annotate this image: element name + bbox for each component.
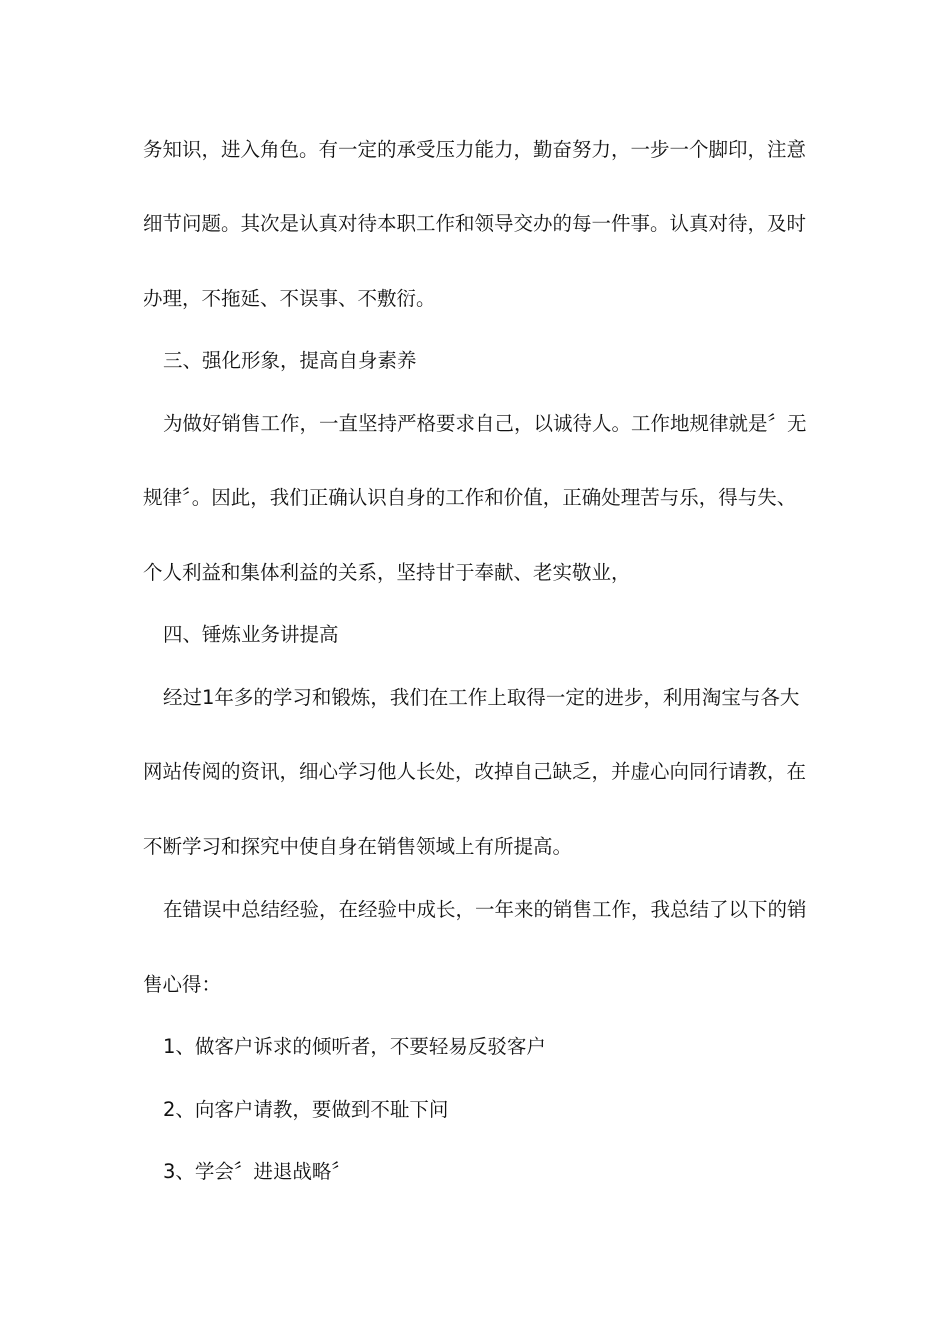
list-item: 1、做客户诉求的倾听者，不要轻易反驳客户 [163,1035,546,1058]
section-heading: 四、锤炼业务讲提高 [163,623,339,646]
section-heading: 三、强化形象，提高自身素养 [163,349,417,372]
paragraph-line: 为做好销售工作，一直坚持严格要求自己，以诚待人。工作地规律就是〞无 [163,412,807,435]
paragraph-line: 个人利益和集体利益的关系，坚持甘于奉献、老实敬业， [143,561,631,584]
paragraph-line: 规律〞。因此，我们正确认识自身的工作和价值，正确处理苦与乐，得与失、 [143,486,797,509]
paragraph-line: 经过1年多的学习和锻炼，我们在工作上取得一定的进步，利用淘宝与各大 [163,686,800,709]
paragraph-line: 不断学习和探究中使自身在销售领域上有所提高。 [143,835,573,858]
paragraph-line: 务知识，进入角色。有一定的承受压力能力，勤奋努力，一步一个脚印，注意 [143,138,807,161]
list-item: 2、向客户请教，要做到不耻下问 [163,1098,449,1121]
paragraph-line: 细节问题。其次是认真对待本职工作和领导交办的每一件事。认真对待，及时 [143,212,807,235]
paragraph-line: 办理，不拖延、不误事、不敷衍。 [143,287,436,310]
list-item: 3、学会〞进退战略〞 [163,1160,351,1183]
paragraph-line: 在错误中总结经验，在经验中成长，一年来的销售工作，我总结了以下的销 [163,898,807,921]
paragraph-line: 网站传阅的资讯，细心学习他人长处，改掉自己缺乏，并虚心向同行请教，在 [143,760,807,783]
paragraph-line: 售心得： [143,973,222,996]
